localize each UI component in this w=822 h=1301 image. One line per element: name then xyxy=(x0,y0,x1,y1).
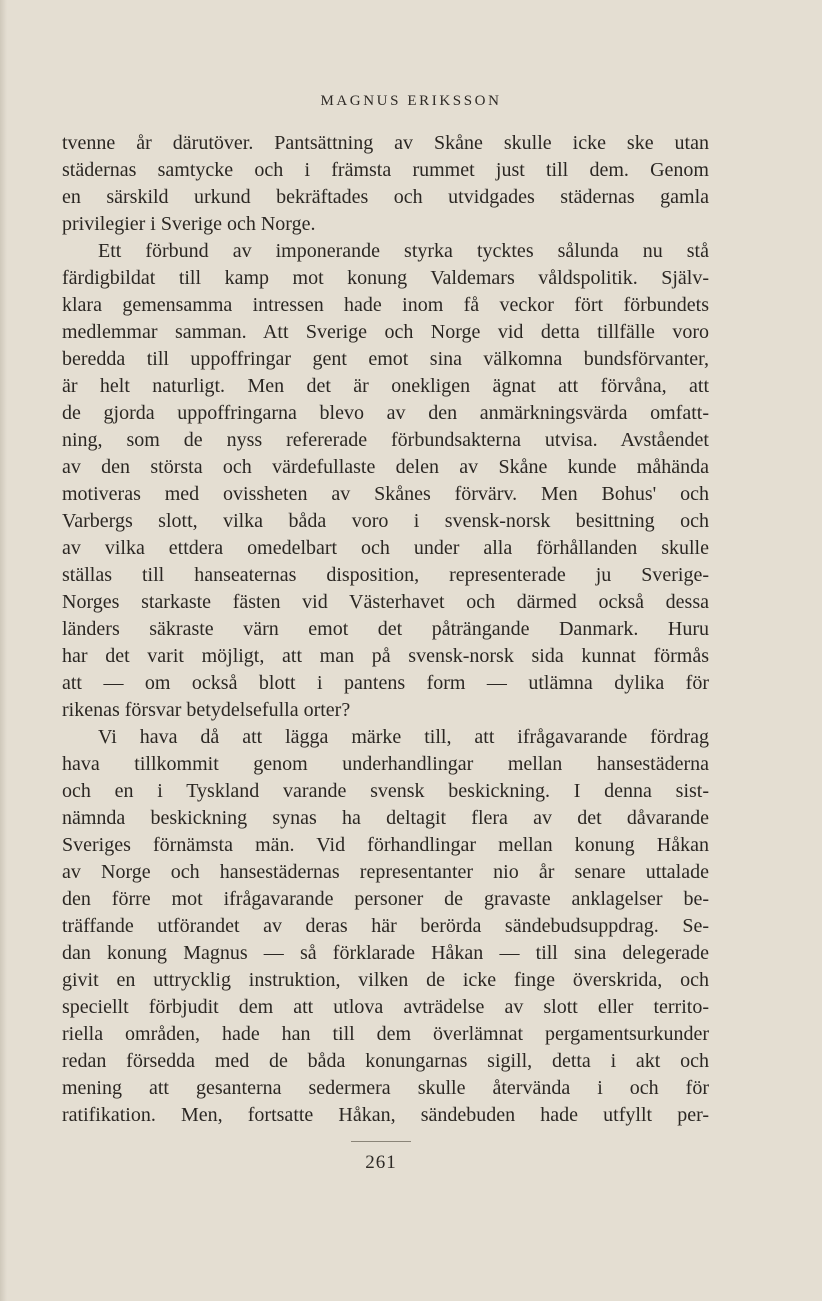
text-line: Vi hava då att lägga märke till, att ifrågavarande fördrag xyxy=(98,726,709,748)
text-line: redan försedda med de båda konungarnas sigill, detta i akt och xyxy=(62,1050,709,1072)
text-line: ställas till hanseaternas disposition, representerade ju Sverige- xyxy=(62,564,709,586)
text-line: av den största och värdefullaste delen av Skåne kunde måhända xyxy=(62,456,709,478)
text-line: nämnda beskickning synas ha deltagit flera av det dåvarande xyxy=(62,807,709,829)
text-line: givit en uttrycklig instruktion, vilken de icke finge överskrida, och xyxy=(62,969,709,991)
text-line: riella områden, hade han till dem överlämnat pergamentsurkunder xyxy=(62,1023,709,1045)
text-line: hava tillkommit genom underhandlingar mellan hansestäderna xyxy=(62,753,709,775)
text-line: är helt naturligt. Men det är onekligen ägnat att förvåna, att xyxy=(62,375,709,397)
text-line: tvenne år därutöver. Pantsättning av Skåne skulle icke ske utan xyxy=(62,132,709,154)
text-line: mening att gesanterna sedermera skulle återvända i och för xyxy=(62,1077,709,1099)
text-line: att — om också blott i pantens form — utlämna dylika för xyxy=(62,672,709,694)
text-line: träffande utförandet av deras här berörda sändebudsuppdrag. Se- xyxy=(62,915,709,937)
text-line: städernas samtycke och i främsta rummet just till dem. Genom xyxy=(62,159,709,181)
text-line: privilegier i Sverige och Norge. xyxy=(62,213,316,235)
text-line: medlemmar samman. Att Sverige och Norge vid detta tillfälle voro xyxy=(62,321,709,343)
text-line: Sveriges förnämsta män. Vid förhandlingar mellan konung Håkan xyxy=(62,834,709,856)
text-line: har det varit möjligt, att man på svensk-norsk sida kunnat förmås xyxy=(62,645,709,667)
text-line: den förre mot ifrågavarande personer de gravaste anklagelser be- xyxy=(62,888,709,910)
text-line: rikenas försvar betydelsefulla orter? xyxy=(62,699,351,721)
text-line: av vilka ettdera omedelbart och under alla förhållanden skulle xyxy=(62,537,709,559)
page-edge-shadow xyxy=(0,0,7,1301)
text-line: och en i Tyskland varande svensk beskickning. I denna sist- xyxy=(62,780,709,802)
running-head: MAGNUS ERIKSSON xyxy=(320,93,502,109)
text-line: en särskild urkund bekräftades och utvidgades städernas gamla xyxy=(62,186,709,208)
text-line: Varbergs slott, vilka båda voro i svensk-norsk besittning och xyxy=(62,510,709,532)
text-line: länders säkraste värn emot det påträngande Danmark. Huru xyxy=(62,618,709,640)
text-line: Norges starkaste fästen vid Västerhavet och därmed också dessa xyxy=(62,591,709,613)
body-text xyxy=(62,130,709,1129)
text-line: beredda till uppoffringar gent emot sina välkomna bundsförvanter, xyxy=(62,348,709,370)
footer-rule xyxy=(351,1141,411,1142)
page-number: 261 xyxy=(365,1152,397,1173)
text-line: Ett förbund av imponerande styrka tycktes sålunda nu stå xyxy=(98,240,709,262)
text-line: dan konung Magnus — så förklarade Håkan — till sina delegerade xyxy=(62,942,709,964)
text-line: av Norge och hansestädernas representanter nio år senare uttalade xyxy=(62,861,709,883)
text-line: speciellt förbjudit dem att utlova avträdelse av slott eller territo- xyxy=(62,996,709,1018)
text-line: ratifikation. Men, fortsatte Håkan, sändebuden hade utfyllt per- xyxy=(62,1104,709,1126)
text-line: klara gemensamma intressen hade inom få veckor fört förbundets xyxy=(62,294,709,316)
text-line: motiveras med ovissheten av Skånes förvärv. Men Bohus' och xyxy=(62,483,709,505)
text-line: de gjorda uppoffringarna blevo av den anmärkningsvärda omfatt- xyxy=(62,402,709,424)
text-line: ning, som de nyss refererade förbundsakterna utvisa. Avståendet xyxy=(62,429,709,451)
text-line: färdigbildat till kamp mot konung Valdemars våldspolitik. Själv- xyxy=(62,267,709,289)
